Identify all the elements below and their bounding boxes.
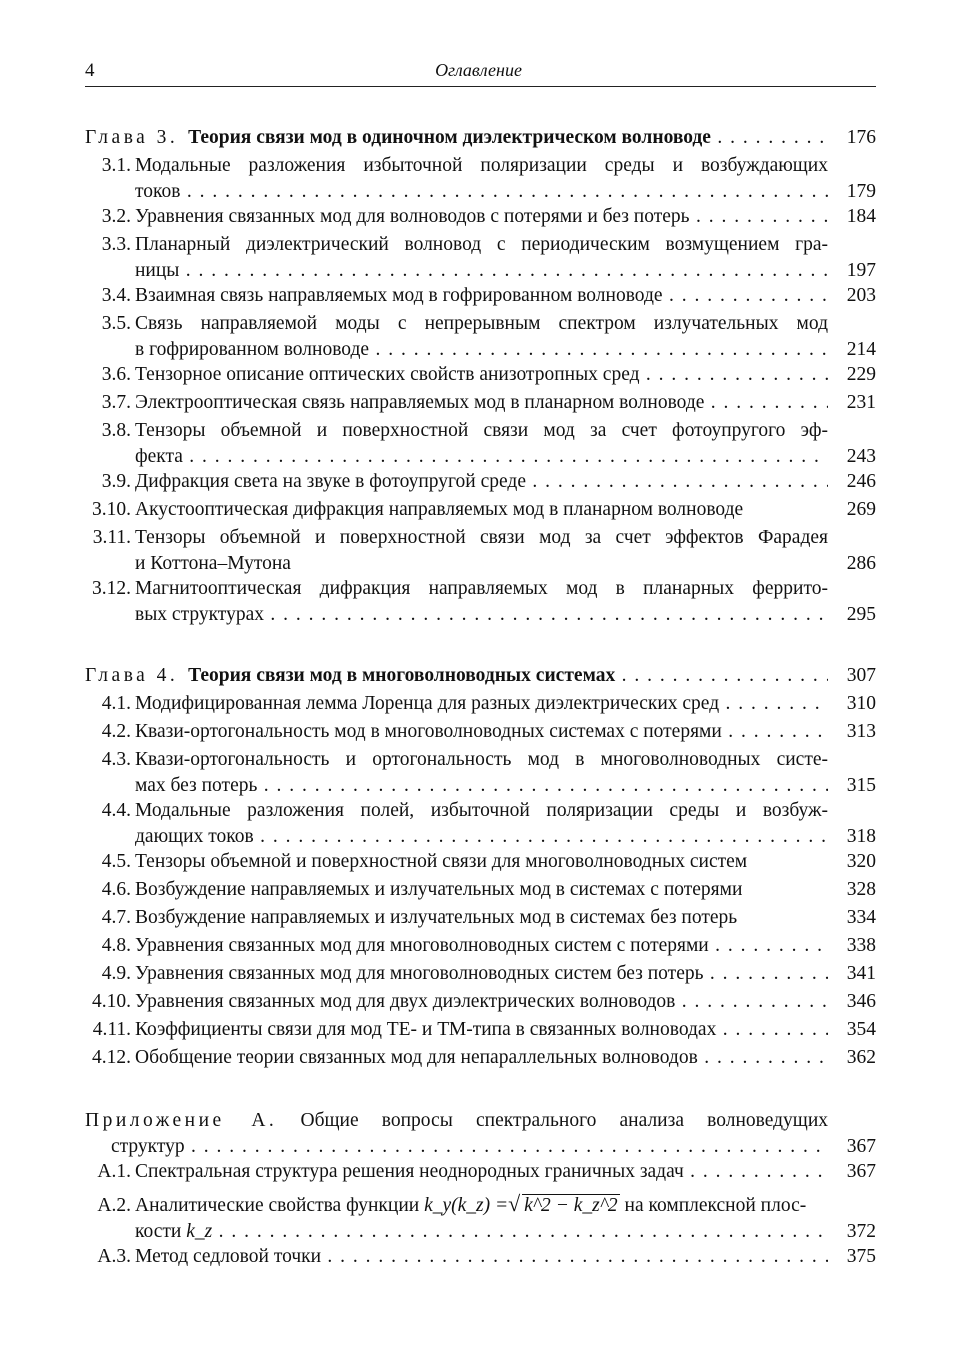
chapter-4-title: Теория связи мод в многоволноводных системах (188, 665, 616, 686)
appendix-a-label: Приложение А. (85, 1110, 278, 1131)
chapter-4-label: Глава 4. (85, 665, 179, 686)
page-number: 4 (85, 60, 95, 81)
toc-entry-3-12[interactable]: 3.12. Магнитооптическая дифракция направляемых мод в планарных феррито- (92, 578, 828, 599)
chapter-3-title: Теория связи мод в одиночном диэлектрическом волноводе (188, 127, 711, 148)
toc-entry-3-1-cont[interactable]: токов . . . 179 (85, 180, 876, 203)
appendix-a-page: 367 (846, 1136, 876, 1157)
toc-entry-3-1[interactable]: 3.1. Модальные разложения избыточной поляризации среды и возбуждающих (101, 155, 828, 176)
chapter-3-block (85, 124, 876, 626)
toc-entry-4-8[interactable]: 4.8. Уравнения связанных мод для многоволноводных систем с потерями . . . 338 (85, 932, 876, 960)
running-title: Оглавление (435, 60, 522, 80)
toc-entry-3-12-cont[interactable]: вых структурах . . . 295 (85, 603, 876, 626)
formula-lhs: k_y(k_z) = (424, 1195, 509, 1216)
toc-entry-3-3[interactable]: 3.3. Планарный диэлектрический волновод с периодическим возмущением гра- (101, 234, 828, 255)
chapter-3-page: 176 (846, 127, 876, 148)
toc-entry-a-1[interactable]: А.1. Спектральная структура решения неоднородных граничных задач . . . 367 (85, 1158, 876, 1186)
toc-entry-3-8-cont[interactable]: фекта . . . 243 (85, 445, 876, 468)
toc-entry-4-4-cont[interactable]: дающих токов . . . 318 (85, 825, 876, 848)
toc-entry-4-7[interactable]: 4.7. Возбуждение направляемых и излучательных мод в системах без потерь 334 (101, 907, 876, 928)
formula-var: k_z (186, 1221, 213, 1242)
toc-entry-4-11[interactable]: 4.11. Коэффициенты связи для мод ТЕ- и ТМ-типа в связанных волноводах . . . 354 (85, 1016, 876, 1044)
appendix-a-heading[interactable] (85, 1107, 876, 1135)
appendix-a-title: Общие вопросы спектрального анализа волноведущих (300, 1110, 828, 1131)
chapter-4-heading[interactable] (85, 662, 876, 690)
toc-entry-4-3-cont[interactable]: мах без потерь . . . 315 (85, 774, 876, 797)
toc-entry-4-4[interactable]: 4.4. Модальные разложения полей, избыточной поляризации среды и возбуж- (101, 800, 828, 821)
toc-entry-4-3[interactable]: 4.3. Квази-ортогональность и ортогональность мод в многоволноводных систе- (101, 749, 828, 770)
toc-entry-4-5[interactable]: 4.5. Тензоры объемной и поверхностной связи для многоволноводных систем 320 (101, 851, 876, 872)
toc-entry-4-6[interactable]: 4.6. Возбуждение направляемых и излучательных мод в системах с потерями 328 (101, 879, 876, 900)
appendix-a-block (85, 1107, 876, 1271)
toc-entry-3-6[interactable]: 3.6. Тензорное описание оптических свойств анизотропных сред . . . 229 (85, 361, 876, 389)
appendix-a-heading-cont[interactable]: структур . . . 367 (85, 1135, 876, 1158)
toc-entry-3-8[interactable]: 3.8. Тензоры объемной и поверхностной связи мод за счет фотоупругого эф- (101, 420, 828, 441)
toc-entry-3-5-cont[interactable]: в гофрированном волноводе . . . 214 (85, 338, 876, 361)
toc-entry-3-3-cont[interactable]: ницы . . . 197 (85, 259, 876, 282)
toc-entry-4-9[interactable]: 4.9. Уравнения связанных мод для многоволноводных систем без потерь . . . 341 (85, 960, 876, 988)
toc-entry-3-9[interactable]: 3.9. Дифракция света на звуке в фотоупругой среде . . . 246 (85, 468, 876, 496)
toc-entry-3-10[interactable]: 3.10. Акустооптическая дифракция направляемых мод в планарном волноводе 269 (92, 499, 876, 520)
sqrt-formula: √ k^2 − k_z^2 (508, 1191, 618, 1216)
chapter-3-label: Глава 3. (85, 127, 179, 148)
chapter-4-page: 307 (846, 665, 876, 686)
header-rule (85, 86, 876, 87)
toc-entry-a-2-cont[interactable]: кости k_z . . . 372 (85, 1220, 876, 1243)
chapter-4-block (85, 662, 876, 1072)
toc-entry-a-3[interactable]: А.3. Метод седловой точки . . . 375 (85, 1243, 876, 1271)
toc-entry-3-4[interactable]: 3.4. Взаимная связь направляемых мод в гофрированном волноводе . . . 203 (85, 282, 876, 310)
toc-entry-3-7[interactable]: 3.7. Электрооптическая связь направляемых мод в планарном волноводе . . . 231 (85, 389, 876, 417)
toc-entry-3-11[interactable]: 3.11. Тензоры объемной и поверхностной связи мод за счет эффектов Фарадея (92, 527, 828, 548)
toc-entry-4-1[interactable]: 4.1. Модифицированная лемма Лоренца для разных диэлектрических сред . . . 310 (85, 690, 876, 718)
toc-entry-3-2[interactable]: 3.2. Уравнения связанных мод для волноводов с потерями и без потерь . . . 184 (85, 203, 876, 231)
toc-entry-a-2[interactable]: А.2. Аналитические свойства функции k_y(k_z) = √ k^2 − k_z^2 на комплексной плос- (85, 1186, 876, 1220)
toc-entry-3-5[interactable]: 3.5. Связь направляемой моды с непрерывным спектром излучательных мод (101, 313, 828, 334)
chapter-3-heading[interactable] (85, 124, 876, 152)
toc-entry-4-10[interactable]: 4.10. Уравнения связанных мод для двух диэлектрических волноводов . . . 346 (85, 988, 876, 1016)
toc-entry-4-12[interactable]: 4.12. Обобщение теории связанных мод для непараллельных волноводов . . . 362 (85, 1044, 876, 1072)
toc-entry-3-11-cont[interactable]: и Коттона–Мутона 286 (135, 553, 876, 574)
toc-entry-4-2[interactable]: 4.2. Квази-ортогональность мод в многоволноводных системах с потерями . . . 313 (85, 718, 876, 746)
